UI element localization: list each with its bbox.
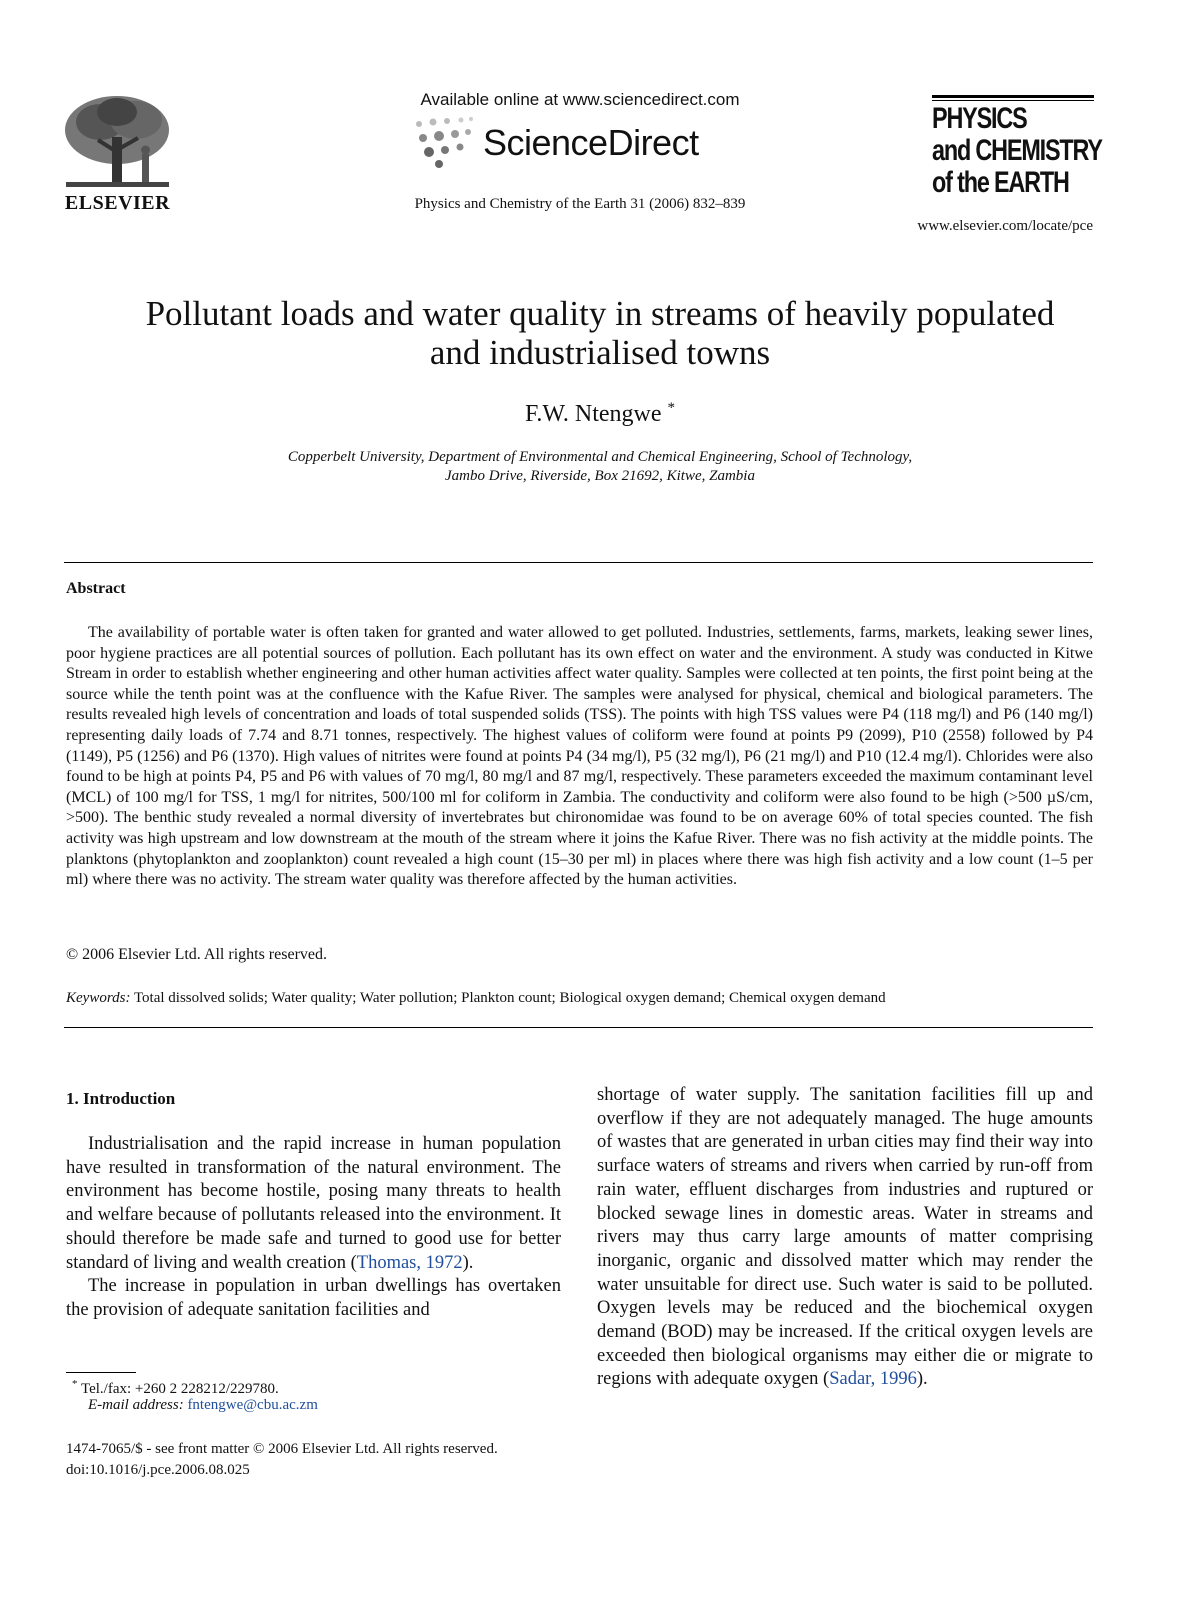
abstract-copyright: © 2006 Elsevier Ltd. All rights reserved. [66,946,327,963]
footnote-tel-text: Tel./fax: +260 2 228212/229780. [80,1381,279,1397]
citation-link[interactable]: Thomas, 1972 [356,1252,463,1273]
journal-logo-rule [932,95,1094,98]
affiliation-line-2: Jambo Drive, Riverside, Box 21692, Kitwe, Zambia [445,468,755,484]
abstract-body: The availability of portable water is often taken for granted and water allowed to get polluted. Industries, settlements, farms, markets, leaking sewer lines, poor hygiene practices are all potential sources of pollution. Each pollutant has its own effect on water and the environment. A study was conducted in Kitwe Stream in order to establish whether engineering and other human activities affect water quality. Samples were collected at ten points, the first point being at the source while the tenth point was at the confluence with the Kafue River. The samples were analysed for physical, chemical and biological parameters. The results revealed high levels of concentration and loads of total suspended solids (TSS). The points with high TSS values were P4 (118 mg/l) and P6 (140 mg/l) representing daily loads of 7.74 and 8.71 tonnes, respectively. The highest values of coliform were found at points P9 (2099), P10 (2558) followed by P4 (1149), P5 (1256) and P6 (1370). High values of nitrites were found at points P4 (34 mg/l), P5 (32 mg/l), P6 (21 mg/l) and P10 (12.4 mg/l). Chlorides were also found to be high at points P4, P5 and P6 with values of 70 mg/l, 80 mg/l and 87 mg/l, respectively. These parameters exceeded the maximum contaminant level (MCL) of 100 mg/l for TSS, 1 mg/l for nitrites, 500/100 ml for coliform in Zambia. The conductivity and coliform were also found to be high (>500 µS/cm, >500). The benthic study revealed a normal diversity of invertebrates but chironomidae was found to be on average 60% of total species counted. The fish activity was high upstream and low downstream at the mouth of the stream where it joins the Kafue River. There was no fish activity at the middle points. The planktons (phytoplankton and zooplankton) count revealed a high count (15–30 per ml) in places where there was high fish activity and a low count (1–5 per ml) where there was no activity. The stream water quality was therefore affected by the human activities. [66,624,1093,889]
journal-logo-line-3: of the EARTH [932,166,1069,199]
affiliation [60,448,1140,486]
citation-link[interactable]: Sadar, 1996 [829,1369,917,1390]
journal-url-link[interactable]: www.elsevier.com/locate/pce [917,218,1093,234]
journal-logo-rule [932,100,1094,101]
paragraph-text: ). [916,1369,928,1390]
paragraph [597,1084,1093,1392]
sciencedirect-name: ScienceDirect [483,122,699,163]
author-footnote-mark[interactable]: * [667,400,675,416]
footnote-mark: * [72,1378,78,1390]
tree-icon [60,92,175,192]
keywords-list: Total dissolved solids; Water quality; Water pollution; Plankton count; Biological oxygen demand; Chemical oxygen demand [133,990,886,1006]
journal-logo-line-2: and CHEMISTRY [932,134,1102,167]
author [60,400,1140,428]
journal-logo [932,95,1102,207]
doi-link[interactable]: doi:10.1016/j.pce.2006.08.025 [66,1462,250,1478]
paragraph-text: ). [462,1252,474,1273]
author-name: F.W. Ntengwe [524,401,662,427]
sciencedirect-logo[interactable] [413,114,703,170]
journal-citation: Physics and Chemistry of the Earth 31 (2006) 832–839 [414,196,746,212]
elsevier-logo [60,92,175,216]
abstract-heading: Abstract [66,580,126,597]
paragraph: The increase in population in urban dwellings has overtaken the provision of adequate sanitation facilities and [66,1276,561,1320]
paragraph-text: Industrialisation and the rapid increase in human population have resulted in transformation of the natural environment. The environment has become hostile, posing many threats to health and welfare because of pollutants released into the environment. It should therefore be made safe and turned to good use for better standard of living and wealth creation ( [66,1134,561,1273]
email-link[interactable]: fntengwe@cbu.ac.zm [187,1397,318,1413]
title-line-2: and industrialised towns [429,333,771,372]
affiliation-line-1: Copperbelt University, Department of Environmental and Chemical Engineering, School of Technology, [287,449,913,465]
left-column [66,1133,561,1323]
publisher-name: ELSEVIER [64,192,171,214]
issn-line: 1474-7065/$ - see front matter © 2006 Elsevier Ltd. All rights reserved. [66,1441,498,1457]
available-online-link[interactable]: Available online at www.sciencedirect.com [420,90,740,109]
paragraph-text: shortage of water supply. The sanitation facilities fill up and overflow if they are not adequately managed. The huge amounts of wastes that are generated in urban cities may find their way into surface waters of streams and rivers when carried by run-off from rain water, effluent discharges from industries and ruptured or blocked sewage lines in domestic areas. Water in streams and rivers may thus carry large amounts of matter comprising inorganic, organic and dissolved matter which may render the water unsuitable for direct use. Such water is said to be polluted. Oxygen levels may be reduced and the biochemical oxygen demand (BOD) may be increased. If the critical oxygen levels are exceeded then biological organisms may either die or migrate to regions with adequate oxygen ( [597,1085,1093,1390]
footnote-tel [72,1378,279,1398]
divider [64,562,1093,563]
paragraph [66,1133,561,1275]
right-column [597,1084,1093,1392]
title-line-1: Pollutant loads and water quality in streams of heavily populated [145,294,1055,333]
email-label: E-mail address: [88,1397,184,1413]
journal-logo-line-1: PHYSICS [932,102,1027,135]
section-heading: 1. Introduction [66,1089,176,1108]
keywords [66,990,886,1007]
footnote-email [88,1397,318,1414]
sciencedirect-dots-icon [413,114,479,170]
keywords-label: Keywords: [66,990,131,1006]
footnote-divider [66,1372,136,1373]
article-title [60,294,1140,372]
divider [64,1027,1093,1028]
